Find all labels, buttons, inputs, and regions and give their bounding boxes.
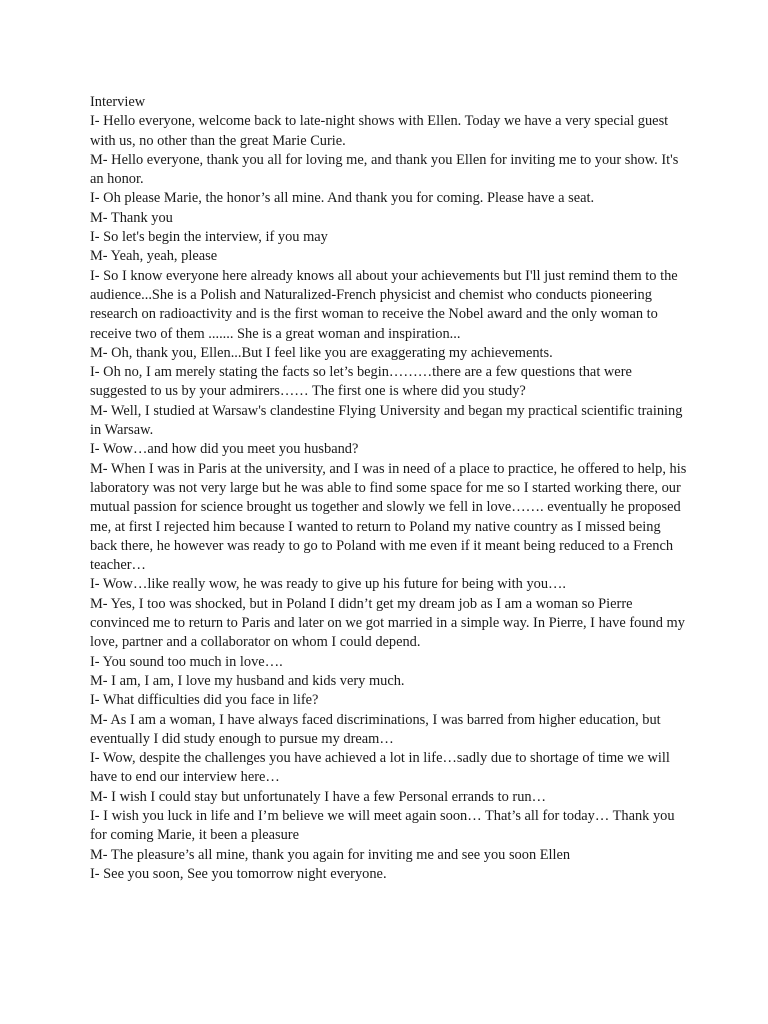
dialogue-line: I- I wish you luck in life and I’m believe we will meet again soon… That’s all for today… Thank you for coming Marie, it been a pleasure [90,807,675,844]
dialogue-line: I- Wow…and how did you meet you husband? [90,441,359,458]
dialogue-line: M- As I am a woman, I have always faced discriminations, I was barred from higher education, but eventually I did study enough to pursue my dream… [90,711,661,747]
dialogue-line: I- See you soon, See you tomorrow night everyone. [90,865,387,882]
dialogue-line: M- I wish I could stay but unfortunately I have a few Personal errands to run… [90,788,546,805]
dialogue-line: I- What difficulties did you face in life? [90,692,319,709]
dialogue-line: M- Yes, I too was shocked, but in Poland I didn’t get my dream job as I am a woman so Pierre convinced me to return to Paris and later on we got married in a simple way. In Pierre, I have found my love, partner and a collaborator on whom I could depend. [90,595,685,651]
document-title: Interview [90,94,146,110]
dialogue-line: I- Hello everyone, welcome back to late-night shows with Ellen. Today we have a very special guest with us, no other than the great Marie Curie. [90,113,669,149]
dialogue-line: I- Wow…like really wow, he was ready to give up his future for being with you…. [90,576,567,593]
dialogue-line: I- So I know everyone here already knows all about your achievements but I'll just remind them to the audience...She is a Polish and Naturalized-French physicist and chemist who conducts pioneering research on radioactivity and is the first woman to receive the Nobel award and the only woman to receive two of them ....... She is a great woman and inspiration... [90,267,678,342]
dialogue-line: M- Hello everyone, thank you all for loving me, and thank you Ellen for inviting me to your show. It's an honor. [90,151,679,188]
dialogue-line: M- I am, I am, I love my husband and kids very much. [90,672,405,689]
dialogue-line: I- You sound too much in love…. [90,653,283,670]
dialogue-line: I- Oh no, I am merely stating the facts so let’s begin………there are a few questions that were suggested to us by your admirers…… The first one is where did you study? [90,364,632,400]
dialogue-line: I- Oh please Marie, the honor’s all mine. And thank you for coming. Please have a seat. [90,190,595,207]
dialogue-line: I- Wow, despite the challenges you have achieved a lot in life…sadly due to shortage of time we will have to end our interview here… [90,750,670,786]
dialogue-line: M- When I was in Paris at the university, and I was in need of a place to practice, he offered to help, his laboratory was not very large but he was able to find some space for me so I started working there, our mutual passion for science brought us together and slowly we fell in love……. eventually he proposed me, at first I rejected him because I wanted to return to Poland my native country as I missed being back there, he however was ready to go to Poland with me even if it meant being reduced to a French teacher… [90,460,687,574]
dialogue-line: M- Well, I studied at Warsaw's clandestine Flying University and began my practical scientific training in Warsaw. [90,402,683,439]
dialogue-line: M- Yeah, yeah, please [90,248,218,265]
dialogue-line: M- Thank you [90,209,173,226]
dialogue-line: M- The pleasure’s all mine, thank you again for inviting me and see you soon Ellen [90,846,571,863]
dialogue-line: M- Oh, thank you, Ellen...But I feel like you are exaggerating my achievements. [90,344,553,361]
dialogue-line: I- So let's begin the interview, if you may [90,229,328,246]
document-body [90,93,690,884]
